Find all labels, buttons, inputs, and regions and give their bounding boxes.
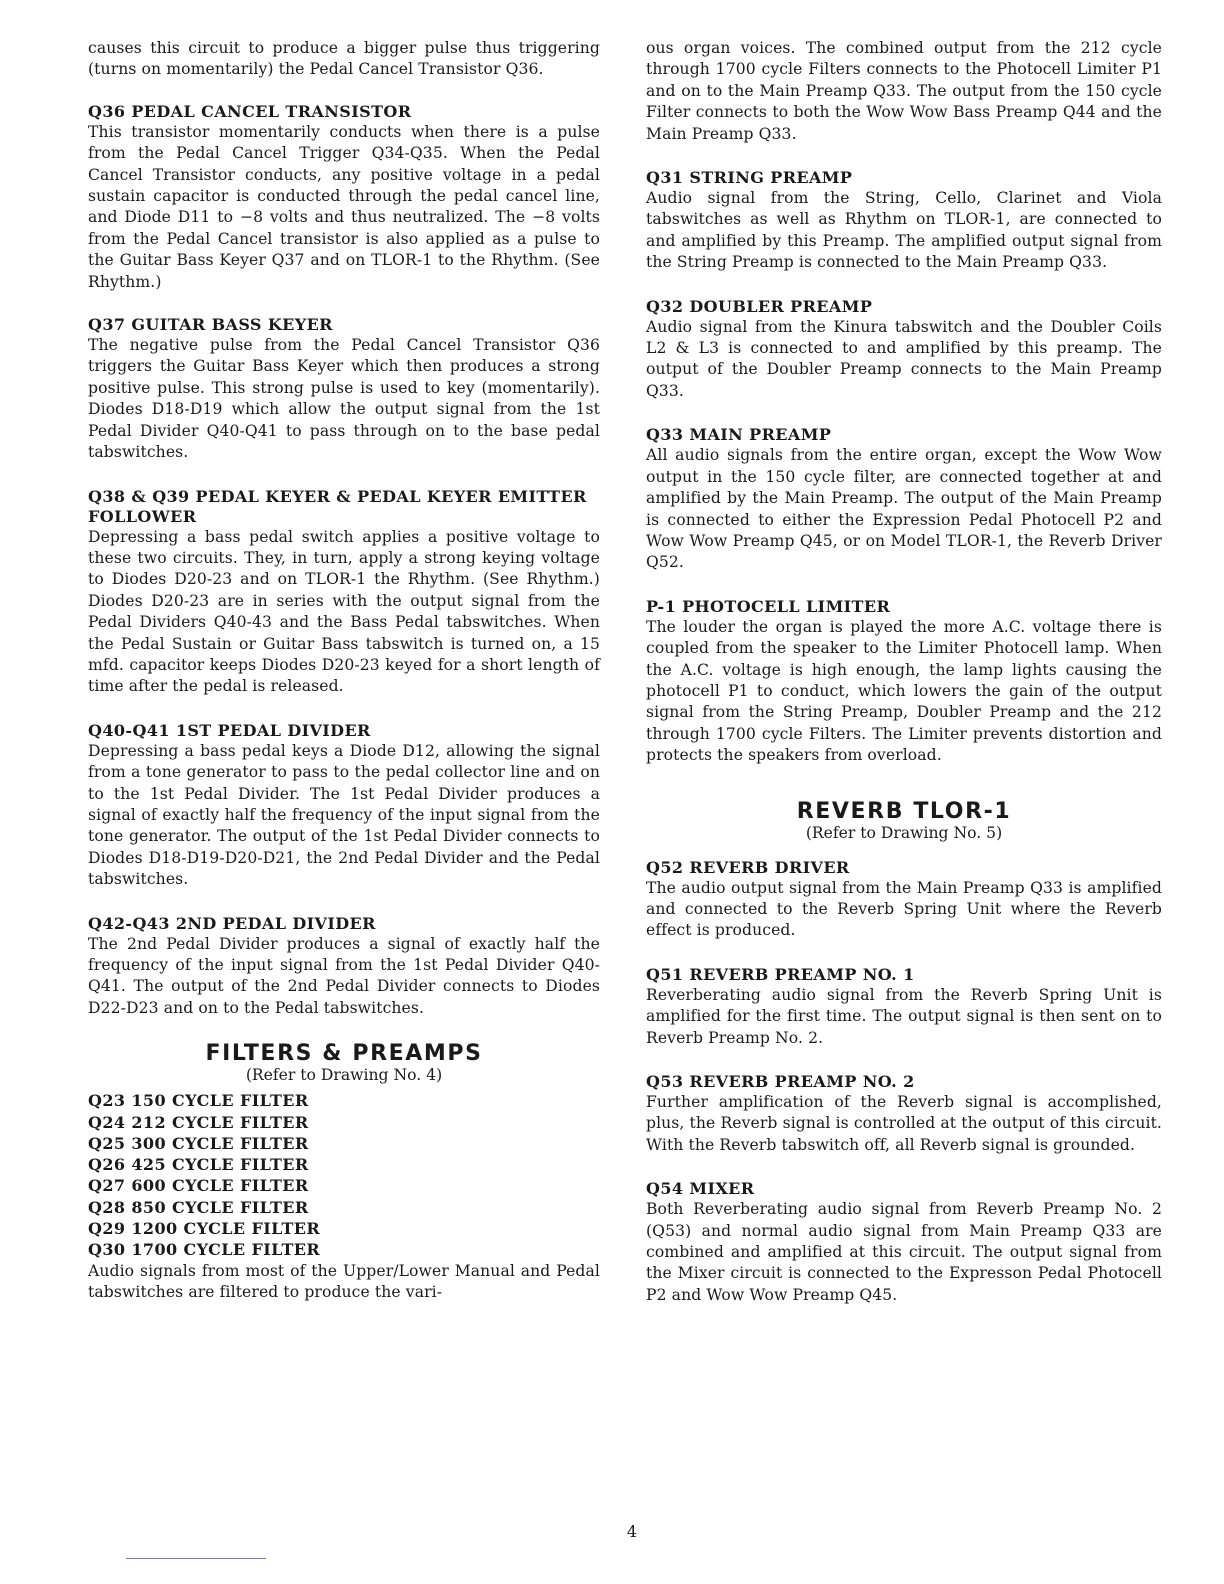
- q40-heading: Q40-Q41 1ST PEDAL DIVIDER: [88, 720, 371, 740]
- q42-section: [88, 914, 600, 1020]
- intro-block: [88, 38, 600, 81]
- q31-body: Audio signal from the String, Cello, Clarinet and Viola tabswitches as well as Rhythm on TLOR-1, are connected to and amplified by this Preamp. The amplified output signal from the String Preamp is connected to the Main Preamp Q33.: [646, 189, 1162, 272]
- page-number: 4: [626, 1522, 638, 1541]
- filter-item: Q29 1200 CYCLE FILTER: [88, 1219, 321, 1238]
- q32-section: [646, 297, 1162, 403]
- p1-section: [646, 597, 1162, 767]
- p1-heading: P-1 PHOTOCELL LIMITER: [646, 596, 891, 616]
- q40-body: Depressing a bass pedal keys a Diode D12, allowing the signal from a tone generator to pass to the pedal collector line and on to the 1st Pedal Divider. The 1st Pedal Divider produces a signal of exactly half the frequency of the input signal from the tone generator. The output of the 1st Pedal Divider connects to Diodes D18-D19-D20-D21, the 2nd Pedal Divider and the Pedal tabswitches.: [88, 741, 600, 889]
- left-column: [88, 38, 600, 1323]
- q33-body: All audio signals from the entire organ, except the Wow Wow output in the 150 cycle filter, are connected together at and amplified by the Main Preamp. The output of the Main Preamp is connected to either the Expression Pedal Photocell P2 and Wow Wow Preamp Q45, or on Model TLOR-1, the Reverb Driver Q52.: [646, 446, 1162, 572]
- q51-heading: Q51 REVERB PREAMP NO. 1: [646, 964, 915, 984]
- q52-body: The audio output signal from the Main Preamp Q33 is amplified and connected to the Reverb Spring Unit where the Reverb effect is produced.: [646, 878, 1162, 940]
- filters-section-title: FILTERS & PREAMPS: [205, 1041, 483, 1067]
- filter-list: [88, 1090, 600, 1260]
- q52-section: [646, 858, 1162, 942]
- filter-item: Q26 425 CYCLE FILTER: [88, 1155, 309, 1175]
- q38-heading: Q38 & Q39 PEDAL KEYER & PEDAL KEYER EMITTER FOLLOWER: [88, 486, 587, 526]
- q42-body: The 2nd Pedal Divider produces a signal of exactly half the frequency of the input signal from the 1st Pedal Divider Q40-Q41. The output of the 2nd Pedal Divider connects to Diodes D22-D23 and on to the Pedal tabswitches.: [88, 934, 600, 1017]
- q31-heading: Q31 STRING PREAMP: [646, 168, 853, 188]
- filter-item: Q23 150 CYCLE FILTER: [88, 1091, 309, 1111]
- filter-item: Q30 1700 CYCLE FILTER: [88, 1240, 321, 1260]
- q37-section: [88, 315, 600, 463]
- reverb-section-subtitle: (Refer to Drawing No. 5): [805, 823, 1003, 842]
- filters-body: Audio signals from most of the Upper/Lower Manual and Pedal tabswitches are filtered to produce the vari-: [88, 1261, 600, 1301]
- continuation-block: [646, 38, 1162, 145]
- q31-section: [646, 168, 1162, 274]
- q33-section: [646, 425, 1162, 573]
- filters-preamps-section: [88, 1041, 600, 1303]
- right-column: [646, 38, 1162, 1326]
- q53-section: [646, 1072, 1162, 1156]
- continuation-paragraph: ous organ voices. The combined output from the 212 cycle through 1700 cycle Filters connects to the Photocell Limiter P1 and on to the Main Preamp Q33. The output from the 150 cycle Filter connects to both the Wow Wow Bass Preamp Q44 and the Main Preamp Q33.: [646, 39, 1162, 143]
- intro-paragraph: causes this circuit to produce a bigger pulse thus triggering (turns on momentarily) the Pedal Cancel Transistor Q36.: [88, 39, 600, 79]
- reverb-section-title: REVERB TLOR-1: [796, 798, 1012, 824]
- q37-body: The negative pulse from the Pedal Cancel Transistor Q36 triggers the Guitar Bass Keyer which then produces a strong positive pulse. This strong pulse is used to key (momentarily). Diodes D18-D19 which allow the output signal from the 1st Pedal Divider Q40-Q41 to pass through on to the base pedal tabswitches.: [88, 336, 600, 462]
- q36-section: [88, 102, 600, 293]
- q38-body: Depressing a bass pedal switch applies a positive voltage to these two circuits. They, in turn, apply a strong keying voltage to Diodes D20-23 and on TLOR-1 the Rhythm. (See Rhythm.) Diodes D20-23 are in series with the output signal from the Pedal Dividers Q40-43 and the Bass Pedal tabswitches. When the Pedal Sustain or Guitar Bass tabswitch is turned on, a 15 mfd. capacitor keeps Diodes D20-23 keyed for a short length of time after the pedal is released.: [88, 527, 600, 696]
- q32-body: Audio signal from the Kinura tabswitch and the Doubler Coils L2 & L3 is connected to and amplified by this preamp. The output of the Doubler Preamp connects to the Main Preamp Q33.: [646, 317, 1162, 400]
- q52-heading: Q52 REVERB DRIVER: [646, 857, 850, 877]
- filter-item: Q28 850 CYCLE FILTER: [88, 1197, 309, 1217]
- q40-section: [88, 721, 600, 891]
- q37-heading: Q37 GUITAR BASS KEYER: [88, 315, 333, 335]
- filter-item: Q27 600 CYCLE FILTER: [88, 1176, 309, 1196]
- q54-body: Both Reverberating audio signal from Reverb Preamp No. 2 (Q53) and normal audio signal from Main Preamp Q33 are combined and amplified at this circuit. The output signal from the Mixer circuit is connected to the Expresson Pedal Photocell P2 and Wow Wow Preamp Q45.: [646, 1200, 1162, 1304]
- footer-rule: [126, 1558, 266, 1559]
- q42-heading: Q42-Q43 2ND PEDAL DIVIDER: [88, 913, 376, 933]
- q36-heading: Q36 PEDAL CANCEL TRANSISTOR: [88, 101, 412, 121]
- q33-heading: Q33 MAIN PREAMP: [646, 425, 832, 445]
- q51-section: [646, 965, 1162, 1049]
- q53-body: Further amplification of the Reverb signal is accomplished, plus, the Reverb signal is controlled at the output of this circuit. With the Reverb tabswitch off, all Reverb signal is grounded.: [646, 1093, 1162, 1154]
- q53-heading: Q53 REVERB PREAMP NO. 2: [646, 1072, 915, 1091]
- q38-section: [88, 487, 600, 698]
- filter-item: Q25 300 CYCLE FILTER: [88, 1133, 309, 1153]
- q54-section: [646, 1179, 1162, 1306]
- q36-body: This transistor momentarily conducts when there is a pulse from the Pedal Cancel Trigger Q34-Q35. When the Pedal Cancel Transistor conducts, any positive voltage in a pedal sustain capacitor is conducted through the pedal cancel line, and Diode D11 to −8 volts and thus neutralized. The −8 volts from the Pedal Cancel transistor is also applied as a pulse to the Guitar Bass Keyer Q37 and on TLOR-1 to the Rhythm. (See Rhythm.): [88, 122, 600, 291]
- p1-body: The louder the organ is played the more A.C. voltage there is coupled from the speaker to the Limiter Photocell lamp. When the A.C. voltage is high enough, the lamp lights causing the photocell P1 to conduct, which lowers the gain of the output signal from the String Preamp, Doubler Preamp and the 212 through 1700 cycle Filters. The Limiter prevents distortion and protects the speakers from overload.: [646, 617, 1162, 765]
- filters-section-subtitle: (Refer to Drawing No. 4): [245, 1066, 443, 1085]
- q54-heading: Q54 MIXER: [646, 1179, 755, 1199]
- reverb-section-header: [646, 799, 1162, 842]
- q32-heading: Q32 DOUBLER PREAMP: [646, 296, 873, 316]
- filter-item: Q24 212 CYCLE FILTER: [88, 1112, 309, 1132]
- q51-body: Reverberating audio signal from the Reverb Spring Unit is amplified for the first time. The output signal is then sent on to Reverb Preamp No. 2.: [646, 985, 1162, 1047]
